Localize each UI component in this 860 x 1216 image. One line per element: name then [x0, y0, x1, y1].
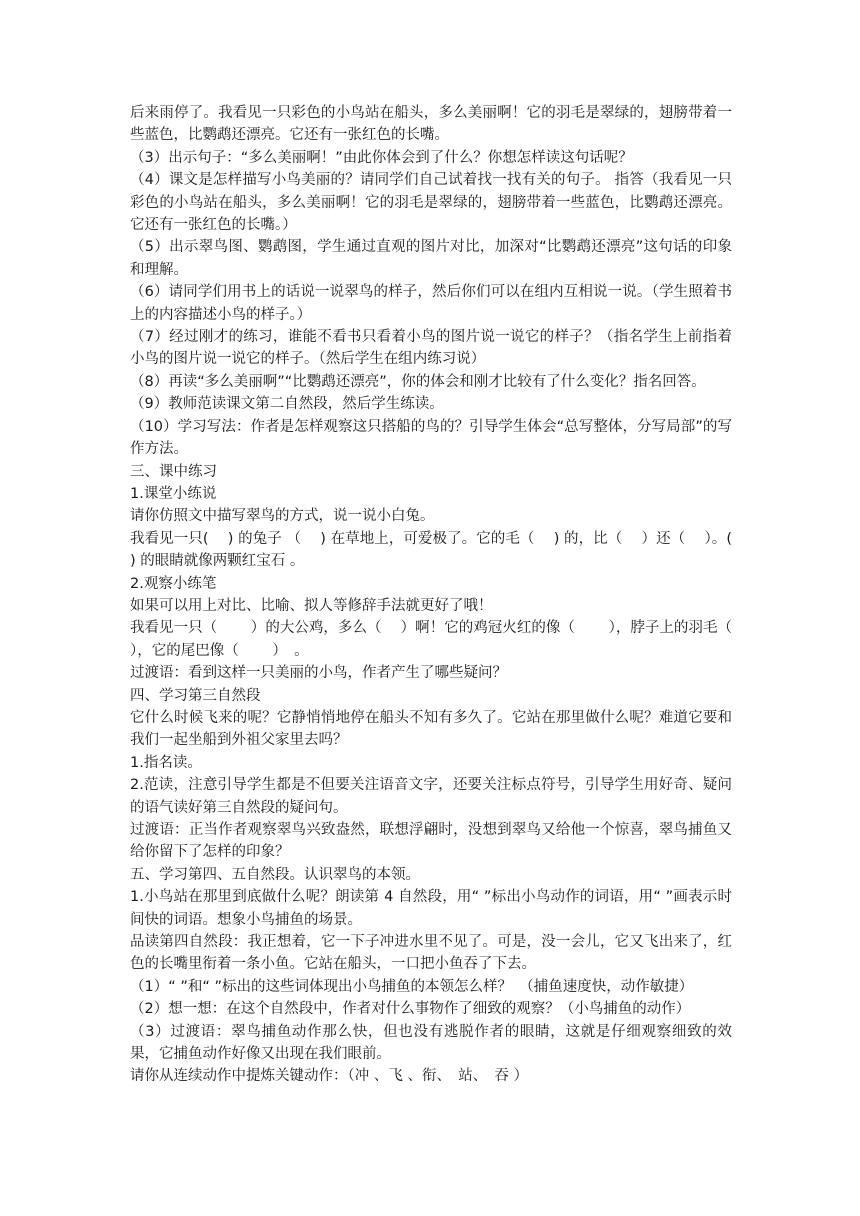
paragraph-20: 1.指名读。: [130, 754, 202, 771]
paragraph-9: （10）学习写法：作者是怎样观察这只搭船的鸟的？引导学生体会“总写整体，分写局部”的写作方法。: [130, 418, 732, 458]
paragraph-21: 2.范读，注意引导学生都是不但要关注语音文字，还要关注标点符号，引导学生用好奇、疑问的语气读好第三自然段的疑问句。: [130, 777, 732, 816]
paragraph-27: （2）想一想：在这个自然段中，作者对什么事物作了细致的观察？（小鸟捕鱼的动作）: [130, 1001, 691, 1018]
paragraph-28: （3）过渡语：翠鸟捕鱼动作那么快，但也没有逃脱作者的眼睛，这就是仔细观察细致的效果，它捕鱼动作好像又出现在我们眼前。: [130, 1023, 732, 1063]
paragraph-17: 过渡语：看到这样一只美丽的小鸟，作者产生了哪些疑问？: [130, 665, 507, 682]
paragraph-13: 我看见一只( ) 的兔子 （ ) 在草地上，可爱极了。它的毛（ ) 的，比（ ）还（ ）。( ) 的眼睛就像两颗红宝石 。: [130, 530, 752, 570]
paragraph-29: 请你从连续动作中提炼关键动作：（冲 、飞 、衔、 站、 吞 ）: [130, 1068, 529, 1085]
paragraph-22: 过渡语：正当作者观察翠鸟兴致盎然，联想浮翩时，没想到翠鸟又给他一个惊喜，翠鸟捕鱼又给你留下了怎样的印象？: [130, 822, 732, 861]
paragraph-12: 请你仿照文中描写翠鸟的方式，说一说小白兔。: [130, 508, 435, 525]
paragraph-5: （6）请同学们用书上的话说一说翠鸟的样子，然后你们可以在组内互相说一说。（学生照着书上的内容描述小鸟的样子。）: [130, 284, 732, 323]
paragraph-8: （9）教师范读课文第二自然段，然后学生练读。: [130, 396, 444, 413]
section-heading-3: 三、课中练习: [130, 463, 217, 480]
paragraph-6: （7）经过刚才的练习，谁能不看书只看着小鸟的图片说一说它的样子？（指名学生上前指着小鸟的图片说一说它的样子。（然后学生在组内练习说）: [130, 329, 732, 368]
paragraph-15: 如果可以用上对比、比喻、拟人等修辞手法就更好了哦！: [130, 597, 493, 614]
document-body: [130, 102, 766, 1088]
paragraph-24: 1.小鸟站在那里到底做什么呢？朗读第 4 自然段，用“ ”标出小鸟动作的词语，用“ ”画表示时间快的词语。想象小鸟捕鱼的场景。: [130, 889, 732, 928]
subheading-1: 1.课堂小练说: [130, 485, 217, 502]
paragraph-7: （8）再读“多么美丽啊”“比鹦鹉还漂亮”，你的体会和刚才比较有了什么变化？指名回答。: [130, 373, 706, 390]
paragraph-19: 它什么时候飞来的呢？它静悄悄地停在船头不知有多久了。它站在那里做什么呢？难道它要和我们一起坐船到外祖父家里去吗？: [130, 709, 732, 749]
section-heading-5: 五、学习第四、五自然段。认识翠鸟的本领。: [130, 866, 420, 883]
paragraph-16: 我看见一只（ ）的大公鸡，多么（ ）啊！它的鸡冠火红的像（ ），脖子上的羽毛（ ），它的尾巴像（ ） 。: [130, 620, 766, 659]
paragraph-25: 品读第四自然段：我正想着，它一下子冲进水里不见了。可是，没一会儿，它又飞出来了，红色的长嘴里衔着一条小鱼。它站在船头，一口把小鱼吞了下去。: [130, 934, 732, 973]
paragraph-4: （5）出示翠鸟图、鹦鹉图，学生通过直观的图片对比，加深对“比鹦鹉还漂亮”这句话的印象和理解。: [130, 239, 732, 278]
paragraph-1: 后来雨停了。我看见一只彩色的小鸟站在船头，多么美丽啊！它的羽毛是翠绿的，翅膀带着一些蓝色，比鹦鹉还漂亮。它还有一张红色的长嘴。: [130, 105, 732, 144]
paragraph-2: （3）出示句子：“多么美丽啊！”由此你体会到了什么？你想怎样读这句话呢？: [130, 149, 633, 166]
section-heading-4: 四、学习第三自然段: [130, 687, 261, 704]
paragraph-26: （1）“ ”和“ ”标出的这些词体现出小鸟捕鱼的本领怎么样？ （捕鱼速度快，动作敏捷）: [130, 978, 694, 995]
subheading-2: 2.观察小练笔: [130, 575, 217, 592]
paragraph-3: （4）课文是怎样描写小鸟美丽的？请同学们自己试着找一找有关的句子。 指答（我看见一只彩色的小鸟站在船头，多么美丽啊！它的羽毛是翠绿的，翅膀带着一些蓝色，比鹦鹉还漂亮。它还有一张红色的长嘴。）: [130, 172, 732, 234]
